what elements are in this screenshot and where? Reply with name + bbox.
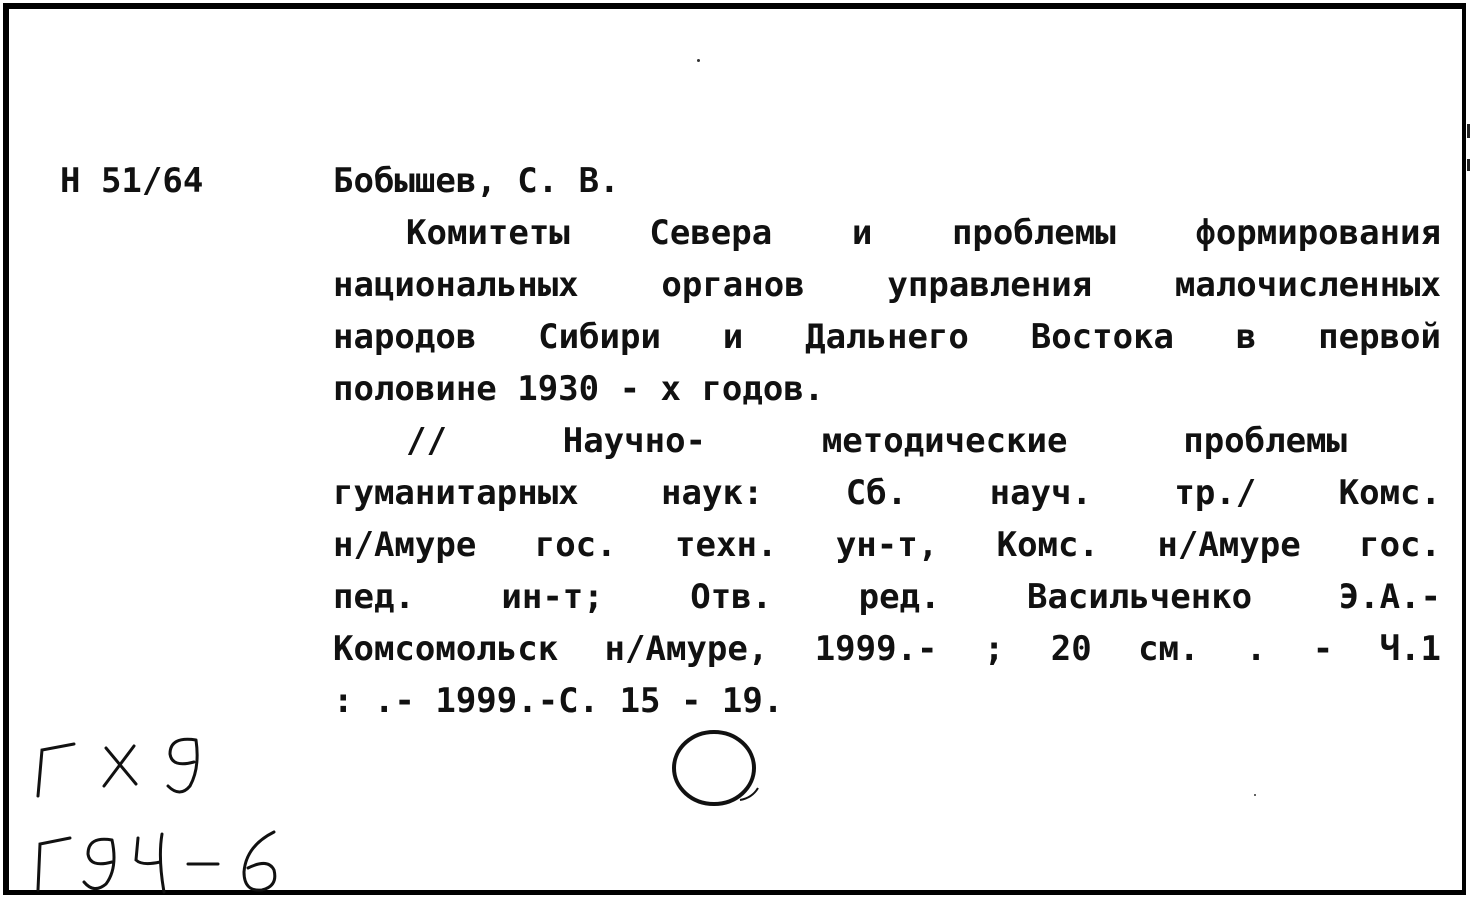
title-line: народов Сибири и Дальнего Востока в первой <box>333 317 1441 357</box>
title-line: Комитеты Севера и проблемы формирования <box>406 213 1441 253</box>
author-heading: Бобышев, С. В. <box>333 161 620 201</box>
source-line: гуманитарных наук: Сб. науч. тр./ Комс. <box>333 473 1441 513</box>
source-line: пед. ин-т; Отв. ред. Васильченко Э.А.- <box>333 577 1441 617</box>
edge-mark <box>1467 124 1470 138</box>
source-line: н/Амуре гос. техн. ун-т, Комс. н/Амуре гос. <box>333 525 1441 565</box>
source-line: Комсомольск н/Амуре, 1999.- ; 20 см. . - Ч.1 <box>333 629 1441 669</box>
hole-circle-mark <box>670 728 762 808</box>
source-line: : .- 1999.-С. 15 - 19. <box>333 681 784 721</box>
handwritten-shelf-mark <box>30 818 290 898</box>
source-line: // Научно- методические проблемы <box>406 421 1347 461</box>
call-number: Н 51/64 <box>60 161 204 201</box>
speck <box>697 59 700 62</box>
edge-mark <box>1467 159 1470 171</box>
title-line: национальных органов управления малочисленных <box>333 265 1441 305</box>
bibliographic-entry <box>333 155 1441 727</box>
title-line: половине 1930 - х годов. <box>333 369 825 409</box>
speck <box>1254 794 1256 796</box>
handwritten-shelf-mark <box>30 728 220 798</box>
